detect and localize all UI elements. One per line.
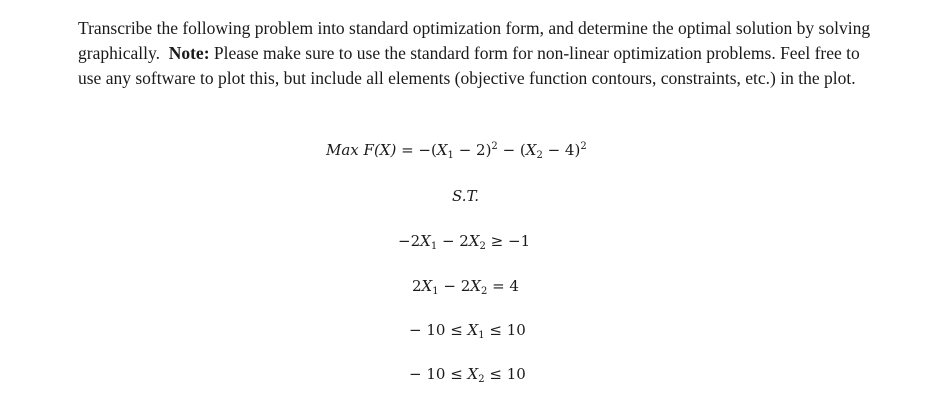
note-label: Note: bbox=[168, 43, 210, 63]
constraint-3-lead: − 10 ≤ bbox=[409, 321, 468, 339]
constraint-2-rhs: = 4 bbox=[487, 277, 519, 295]
constraint-3-x-subscript: 1 bbox=[478, 330, 485, 341]
constraint-4-x: X bbox=[467, 365, 479, 383]
objective-x1: X bbox=[436, 141, 448, 159]
constraint-4-lead: − 10 ≤ bbox=[409, 365, 468, 383]
constraint-2 bbox=[412, 276, 519, 296]
objective-function bbox=[326, 140, 587, 160]
constraint-3 bbox=[409, 320, 526, 340]
objective-arg: (X) bbox=[373, 141, 397, 159]
objective-part-c: − ( bbox=[497, 141, 526, 159]
objective-max-label: Max F bbox=[326, 141, 374, 159]
objective-part-a: = −( bbox=[396, 141, 437, 159]
note-text: Please make sure to use the standard form for non-linear optimization problems. Feel free to use any software to plot this, but include all elements (objective function contours, constraints, etc.) in the plot. bbox=[78, 43, 860, 88]
constraint-1-op: − 2 bbox=[437, 232, 469, 250]
objective-square-2: 2 bbox=[580, 141, 587, 152]
constraint-3-x: X bbox=[467, 321, 479, 339]
constraint-1 bbox=[398, 231, 530, 251]
objective-square-1: 2 bbox=[491, 141, 498, 152]
constraint-1-lead: −2 bbox=[398, 232, 421, 250]
constraint-2-x2: X bbox=[470, 277, 481, 295]
subject-to-label bbox=[452, 186, 479, 206]
objective-part-b: − 2) bbox=[453, 141, 492, 159]
constraint-1-x1-subscript: 1 bbox=[430, 241, 438, 252]
constraint-3-rhs: ≤ 10 bbox=[484, 321, 526, 339]
subject-to-text: S.T. bbox=[452, 187, 480, 205]
constraint-2-x1-subscript: 1 bbox=[432, 286, 439, 297]
objective-part-d: − 4) bbox=[542, 141, 581, 159]
objective-x2: X bbox=[525, 141, 537, 159]
constraint-4 bbox=[409, 364, 526, 384]
constraint-4-rhs: ≤ 10 bbox=[484, 365, 526, 383]
objective-x1-subscript: 1 bbox=[447, 150, 454, 161]
objective-x2-subscript: 2 bbox=[536, 150, 543, 161]
constraint-1-x2: X bbox=[468, 232, 480, 250]
problem-intro: Transcribe the following problem into standard optimization form, and determine the optimal solution by solving graphically. bbox=[78, 18, 871, 63]
constraint-2-x1: X bbox=[421, 277, 433, 295]
constraint-1-x1: X bbox=[420, 232, 431, 250]
constraint-2-op: − 2 bbox=[438, 277, 471, 295]
problem-statement bbox=[78, 16, 878, 91]
constraint-4-x-subscript: 2 bbox=[478, 374, 485, 385]
constraint-2-x2-subscript: 2 bbox=[480, 286, 488, 297]
constraint-1-rhs: ≥ −1 bbox=[485, 232, 531, 250]
constraint-2-lead: 2 bbox=[412, 277, 422, 295]
constraint-1-x2-subscript: 2 bbox=[479, 241, 486, 252]
